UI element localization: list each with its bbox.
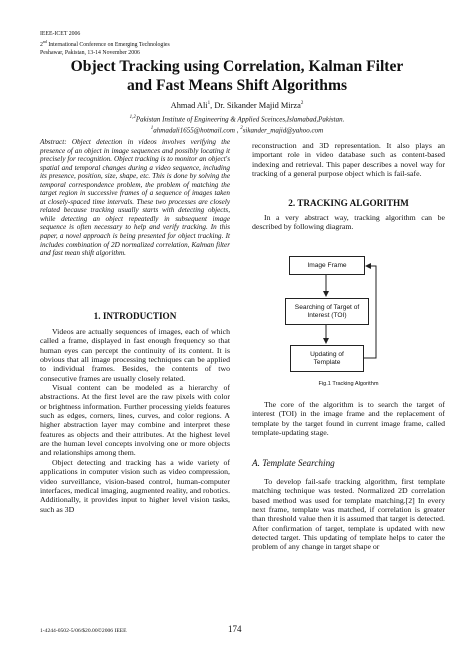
- author-list: Ahmad Ali$^1$, Dr. Sikander Majid Mirza$^2$: [170, 101, 304, 110]
- template-searching-body: To develop fail-safe tracking algorithm, first template matching technique was tested. Normalized 2D correlation based method was used for template matching.[2] In every next frame, template was matched, if correlation is greater than threshold value then it is assumed that target is detected. After confirmation of target, template is updated with new detected target. This updating of template helps to cater the problem of any change in target shape or: [252, 477, 445, 552]
- affiliation: $^{1,2}$Pakistan Institute of Engineering & Applied Sceinces,Islamabad,Pakistan. $^1$ahmadali1655@hotmail.com , $^2$sikander_majid@yahoo.com: [30, 113, 444, 136]
- section-heading-tracking: 2. TRACKING ALGORITHM: [288, 198, 409, 208]
- diagram-box-image-frame: Image Frame: [289, 256, 365, 275]
- intro-paragraph-2: Visual content can be modeled as a hierarchy of abstractions. At the first level are the raw pixels with color or brightness information. Further processing yields features such as edges, corners, lines, curves, and color regions. A higher abstraction layer may combine and interpret these features as objects and their attributes. At the highest level are the human level concepts involving one or more objects and relationships among them.: [40, 383, 230, 458]
- figure-caption: Fig.1 Tracking Algorithm: [318, 381, 379, 387]
- conference-location: Peshawar, Pakistan, 13-14 November 2006: [40, 49, 140, 56]
- intro-continued: reconstruction and 3D representation. It also plays an important role in video database such as content-based indexing and retrieval. This paper describes a novel way for tracking of a general purpose object which is fail-safe.: [252, 141, 445, 179]
- tracking-intro: In a very abstract way, tracking algorithm can be described by following diagram.: [252, 213, 445, 232]
- section-heading-introduction: 1. INTRODUCTION: [93, 311, 177, 321]
- conference-edition: 2nd International Conference on Emerging Technologies: [40, 39, 170, 49]
- abstract-text: Object detection in videos involves verifying the presence of an object in image sequences and possibly locating it precisely for recognition. Object tracking is to monitor an object's spatial and temporal changes during a video sequence, including its presence, position, size, shape, etc. This is done by solving the temporal correspondence problem, the problem of matching the target region in successive frames of a sequence of images taken at closely-spaced time intervals. These two processes are closely related because tracking usually starts with detecting objects, while detecting an object repeatedly in subsequent image sequence is often necessary to help and verify tracking. In this paper, a novel approach is being presented for object tracking. It includes combination of 2D normalized correlation, Kalman filter and fast mean shift algorithm.: [40, 138, 230, 258]
- conference-name: IEEE-ICET 2006: [40, 31, 81, 37]
- intro-paragraph-3: Object detecting and tracking has a wide variety of applications in computer vision such as video compression, video surveillance, vision-based control, human-computer interfaces, medical imaging, augmented reality, and robotics. Additionally, it provides input to higher level vision tasks, such as 3D: [40, 457, 231, 514]
- diagram-box-updating: Updating of Template: [290, 345, 364, 372]
- diagram-box-searching: Searching of Target of Interest (TOI): [285, 298, 369, 325]
- title-line-2: and Fast Means Shift Algorithms: [126, 77, 348, 94]
- tracking-description: The core of the algorithm is to search the target of interest (TOI) in the image frame and the replacement of template by the target found in current image frame, called template-updating stage.: [252, 400, 445, 438]
- intro-paragraph-1: Videos are actually sequences of images, each of which called a frame, displayed in fast enough frequency so that human eyes can percept the continuity of its content. It is obvious that all image processing techniques can be applied to individual frames. Besides, the contents of two consecutive frames are usually closely related.: [40, 327, 230, 383]
- abstract-label: Abstract:: [40, 138, 67, 146]
- author-emails: $^1$ahmadali1655@hotmail.com , $^2$sikander_majid@yahoo.com: [150, 126, 324, 135]
- title-line-1: Object Tracking using Correlation, Kalman Filter: [70, 58, 404, 75]
- page-number: 174: [228, 624, 242, 634]
- copyright-footer: 1-4244-0502-5/06/$20.00©2006 IEEE: [40, 628, 127, 634]
- subsection-heading-template-searching: A. Template Searching: [252, 458, 335, 468]
